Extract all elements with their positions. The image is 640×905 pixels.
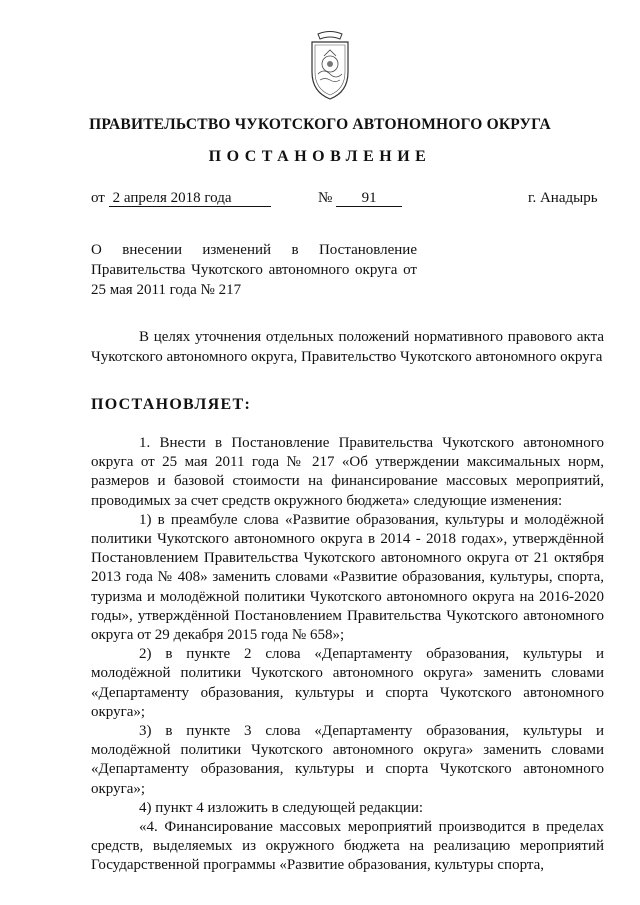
document-type-title: ПОСТАНОВЛЕНИЕ xyxy=(208,148,432,165)
body-paragraph: 3) в пункте 3 слова «Департаменту образования, культуры и молодёжной политики Чукотского автономного округа» заменить словами «Департаменту образования, культуры и спорта Чукотского автономного округа»; xyxy=(91,723,604,797)
body-paragraph: 1) в преамбуле слова «Развитие образования, культуры и молодёжной политики Чукотского автономного округа в 2014 - 2018 годах», утверждённой Постановлением Правительства Чукотского автономного округа от 21 октября 2013 года № 408» заменить словами «Развитие образования, культуры, спорта, туризма и молодёжной политики Чукотского автономного округа на 2016-2020 годы», утверждённой Постановлением Правительства Чукотского автономного округа от 29 декабря 2015 года № 658»; xyxy=(91,511,604,644)
document-body xyxy=(91,434,604,876)
document-number: 91 xyxy=(336,191,402,207)
city-label: г. Анадырь xyxy=(528,190,598,206)
body-paragraph: 2) в пункте 2 слова «Департаменту образования, культуры и молодёжной политики Чукотского автономного округа» заменить словами «Департаменту образования, культуры и спорта Чукотского автономного округа»; xyxy=(91,646,604,720)
date-prefix: от xyxy=(91,190,105,206)
date-field xyxy=(91,190,271,207)
resolve-heading: ПОСТАНОВЛЯЕТ: xyxy=(91,396,252,413)
number-field xyxy=(318,190,402,207)
document-subject: О внесении изменений в Постановление Правительства Чукотского автономного округа от 25 мая 2011 года № 217 xyxy=(91,242,417,298)
intro-paragraph: В целях уточнения отдельных положений нормативного правового акта Чукотского автономного округа, Правительство Чукотского автономного округа xyxy=(91,329,604,365)
body-paragraph: 4) пункт 4 изложить в следующей редакции: xyxy=(139,799,424,816)
document-date: 2 апреля 2018 года xyxy=(109,191,271,207)
coat-of-arms-emblem xyxy=(300,30,360,102)
government-title: ПРАВИТЕЛЬСТВО ЧУКОТСКОГО АВТОНОМНОГО ОКРУГА xyxy=(89,116,551,133)
number-prefix: № xyxy=(318,190,333,206)
body-paragraph: «4. Финансирование массовых мероприятий производится в пределах средств, выделяемых из окружного бюджета на реализацию мероприятий Государственной программы «Развитие образования, культуры спорта, xyxy=(91,819,604,874)
body-paragraph: 1. Внести в Постановление Правительства Чукотского автономного округа от 25 мая 2011 года № 217 «Об утверждении максимальных норм, размеров и базовой стоимости на финансирование массовых мероприятий, проводимых за счет средств окружного бюджета» следующие изменения: xyxy=(91,435,604,509)
